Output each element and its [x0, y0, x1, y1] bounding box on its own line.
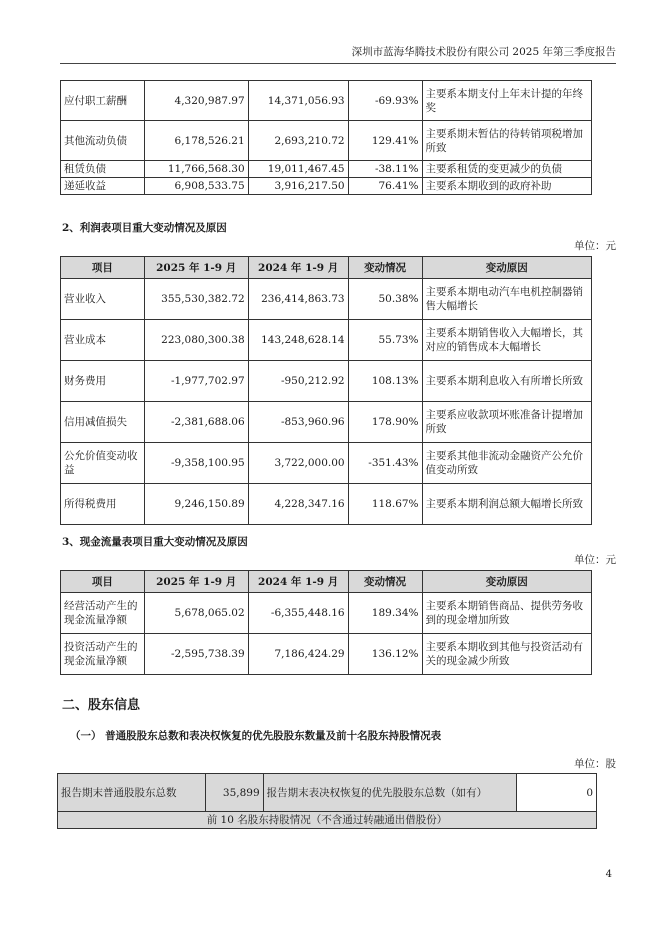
row-change: -38.11%	[348, 161, 422, 178]
common-holders-value: 35,899	[205, 774, 263, 812]
row-reason: 主要系本期利润总额大幅增长所致	[422, 484, 591, 525]
row-value-2025: 11,766,568.30	[144, 161, 248, 178]
cashflow-heading: 3、现金流量表项目重大变动情况及原因	[62, 536, 248, 548]
income-statement-table	[60, 256, 592, 525]
column-header: 2025 年 1-9 月	[144, 257, 248, 279]
row-value-2025: 355,530,382.72	[144, 279, 248, 320]
row-value-2024: 3,916,217.50	[248, 178, 348, 195]
row-change: 108.13%	[348, 361, 422, 402]
row-change: -351.43%	[348, 443, 422, 484]
shareholders-table	[57, 773, 597, 829]
row-change: 55.73%	[348, 320, 422, 361]
row-value-2024: 14,371,056.93	[248, 81, 348, 121]
row-item: 应付职工薪酬	[61, 81, 145, 121]
row-value-2025: -2,381,688.06	[144, 402, 248, 443]
table-row	[61, 402, 592, 443]
row-value-2024: 143,248,628.14	[248, 320, 348, 361]
table-row	[61, 593, 592, 634]
table-row	[61, 361, 592, 402]
table-row	[61, 81, 592, 121]
row-reason: 主要系本期利息收入有所增长所致	[422, 361, 591, 402]
row-reason: 主要系租赁的变更减少的负债	[422, 161, 591, 178]
column-header: 项目	[61, 571, 145, 593]
cashflow-unit: 单位：元	[574, 554, 616, 566]
row-value-2024: 4,228,347.16	[248, 484, 348, 525]
row-value-2024: -950,212.92	[248, 361, 348, 402]
row-item: 公允价值变动收益	[61, 443, 145, 484]
row-value-2024: 7,186,424.29	[248, 634, 348, 675]
row-value-2024: -853,960.96	[248, 402, 348, 443]
shareholders-unit: 单位：股	[574, 758, 616, 770]
row-item: 营业收入	[61, 279, 145, 320]
row-value-2025: -2,595,738.39	[144, 634, 248, 675]
row-reason: 主要系本期销售商品、提供劳务收到的现金增加所致	[422, 593, 592, 634]
row-change: 76.41%	[348, 178, 422, 195]
column-header: 变动情况	[348, 571, 422, 593]
row-item: 经营活动产生的现金流量净额	[61, 593, 145, 634]
row-change: 178.90%	[348, 402, 422, 443]
column-header: 项目	[61, 257, 145, 279]
column-header: 变动情况	[348, 257, 422, 279]
row-change: 50.38%	[348, 279, 422, 320]
row-change: 118.67%	[348, 484, 422, 525]
row-value-2025: 6,908,533.75	[144, 178, 248, 195]
income-heading: 2、利润表项目重大变动情况及原因	[62, 222, 227, 234]
table-row	[61, 178, 592, 195]
row-item: 其他流动负债	[61, 121, 145, 161]
row-value-2025: 223,080,300.38	[144, 320, 248, 361]
row-reason: 主要系期末暂估的待转销项税增加所致	[422, 121, 591, 161]
row-item: 租赁负债	[61, 161, 145, 178]
row-reason: 主要系本期收到其他与投资活动有关的现金减少所致	[422, 634, 592, 675]
balance-sheet-table	[60, 80, 592, 195]
row-reason: 主要系本期收到的政府补助	[422, 178, 591, 195]
table-row	[61, 484, 592, 525]
page-header: 深圳市蓝海华腾技术股份有限公司 2025 年第三季度报告	[60, 44, 616, 64]
row-change: 136.12%	[348, 634, 422, 675]
row-reason: 主要系本期支付上年末计提的年终奖	[422, 81, 591, 121]
row-value-2024: 2,693,210.72	[248, 121, 348, 161]
row-item: 所得税费用	[61, 484, 145, 525]
table-row	[61, 320, 592, 361]
row-item: 财务费用	[61, 361, 145, 402]
table-row	[61, 279, 592, 320]
row-reason: 主要系本期销售收入大幅增长，其对应的销售成本大幅增长	[422, 320, 591, 361]
row-reason: 主要系本期电动汽车电机控制器销售大幅增长	[422, 279, 591, 320]
row-value-2025: 5,678,065.02	[144, 593, 248, 634]
row-value-2025: 9,246,150.89	[144, 484, 248, 525]
row-value-2024: 3,722,000.00	[248, 443, 348, 484]
shareholders-subtitle: （一） 普通股股东总数和表决权恢复的优先股股东数量及前十名股东持股情况表	[70, 730, 442, 742]
cashflow-table	[60, 570, 592, 675]
top10-label: 前 10 名股东持股情况（不含通过转融通出借股份）	[58, 812, 597, 829]
column-header: 变动原因	[422, 571, 592, 593]
row-value-2025: -9,358,100.95	[144, 443, 248, 484]
pref-holders-value: 0	[517, 774, 597, 812]
row-value-2024: 236,414,863.73	[248, 279, 348, 320]
pref-holders-label: 报告期末表决权恢复的优先股股东总数（如有）	[263, 774, 516, 812]
row-reason: 主要系其他非流动金融资产公允价值变动所致	[422, 443, 591, 484]
row-change: 129.41%	[348, 121, 422, 161]
section-title: 二、股东信息	[62, 698, 141, 713]
row-value-2025: 6,178,526.21	[144, 121, 248, 161]
row-value-2025: -1,977,702.97	[144, 361, 248, 402]
row-value-2024: -6,355,448.16	[248, 593, 348, 634]
column-header: 变动原因	[422, 257, 591, 279]
common-holders-label: 报告期末普通股股东总数	[58, 774, 206, 812]
income-unit: 单位：元	[574, 240, 616, 252]
row-reason: 主要系应收款项坏账准备计提增加所致	[422, 402, 591, 443]
column-header: 2024 年 1-9 月	[248, 571, 348, 593]
row-value-2024: 19,011,467.45	[248, 161, 348, 178]
table-row	[61, 121, 592, 161]
row-item: 投资活动产生的现金流量净额	[61, 634, 145, 675]
table-row	[61, 161, 592, 178]
page-number: 4	[605, 869, 612, 880]
table-row	[61, 443, 592, 484]
row-item: 信用减值损失	[61, 402, 145, 443]
row-value-2025: 4,320,987.97	[144, 81, 248, 121]
row-item: 递延收益	[61, 178, 145, 195]
row-change: 189.34%	[348, 593, 422, 634]
table-row	[61, 634, 592, 675]
column-header: 2024 年 1-9 月	[248, 257, 348, 279]
row-item: 营业成本	[61, 320, 145, 361]
row-change: -69.93%	[348, 81, 422, 121]
column-header: 2025 年 1-9 月	[144, 571, 248, 593]
